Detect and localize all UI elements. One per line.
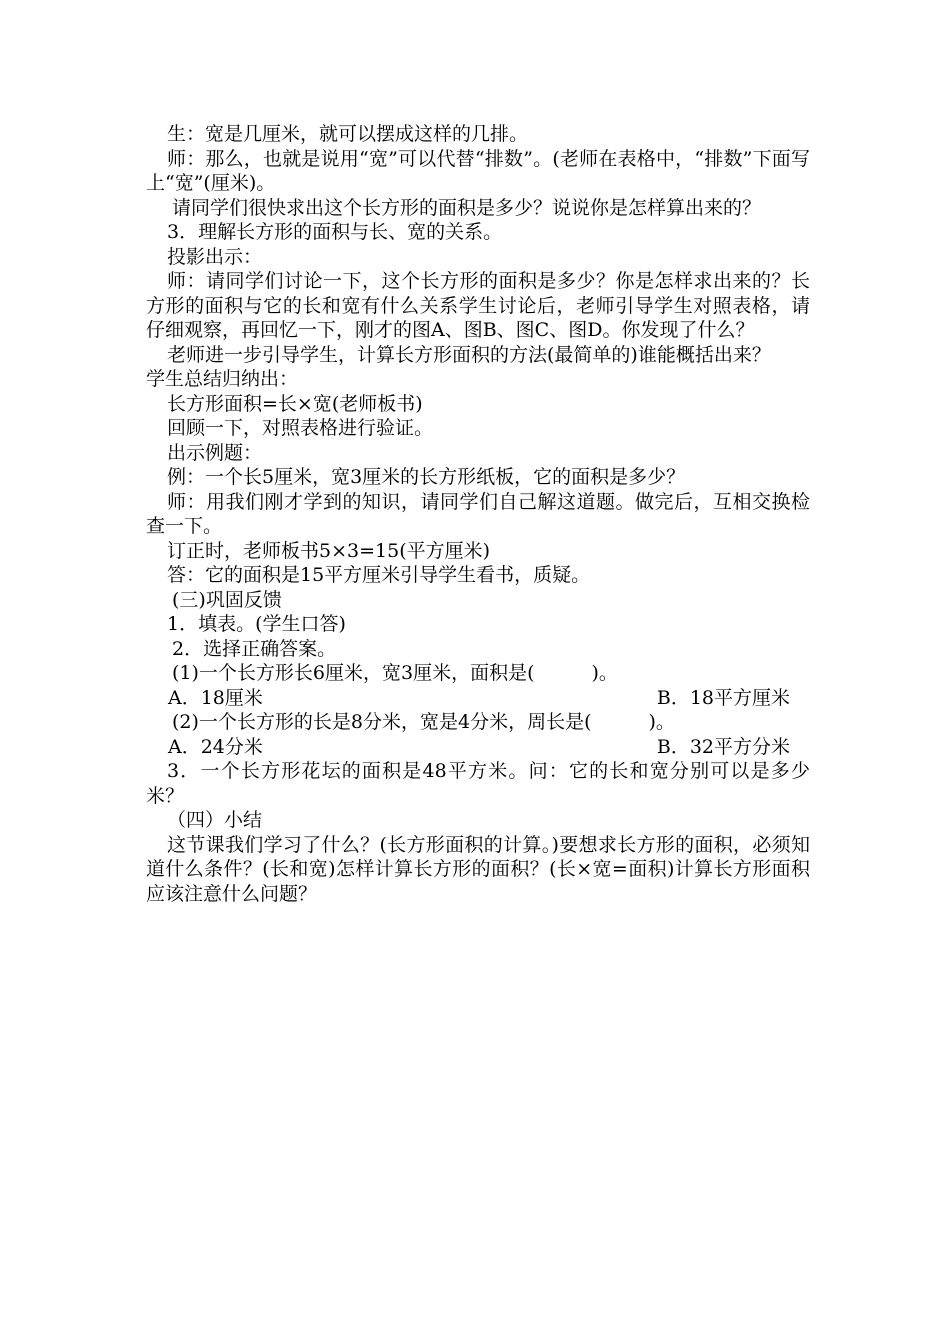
option-q1-a: A．18厘米 <box>168 686 263 709</box>
paragraph-student-answer: 生：宽是几厘米，就可以摆成这样的几排。 <box>167 123 529 145</box>
paragraph-answer: 答：它的面积是15平方厘米引导学生看书，质疑。 <box>167 564 591 586</box>
paragraph-example: 例：一个长5厘米，宽3厘米的长方形纸板，它的面积是多少？ <box>167 466 686 488</box>
option-q2-b: B．32平方分米 <box>656 735 790 758</box>
options-q2 <box>146 735 810 760</box>
paragraph-solve: 师：用我们刚才学到的知识，请同学们自己解这道题。做完后，互相交换检查一下。 <box>146 490 810 537</box>
paragraph-choose: 2．选择正确答案。 <box>172 637 337 660</box>
document-page <box>146 122 810 906</box>
paragraph-formula: 长方形面积=长×宽(老师板书) <box>167 392 423 415</box>
options-q1 <box>146 686 810 711</box>
paragraph-guide: 老师进一步引导学生，计算长方形面积的方法(最简单的)谁能概括出来？ <box>167 343 771 366</box>
section-consolidation-heading: (三)巩固反馈 <box>172 588 282 611</box>
paragraph-projection: 投影出示： <box>167 245 263 268</box>
question-1: (1)一个长方形长6厘米，宽3厘米，面积是( )。 <box>172 662 618 684</box>
question-3: 3．一个长方形花坛的面积是48平方米。问：它的长和宽分别可以是多少米？ <box>146 760 810 807</box>
paragraph-fill-table: 1．填表。(学生口答) <box>167 613 346 635</box>
paragraph-compute-area: 请同学们很快求出这个长方形的面积是多少？说说你是怎样算出来的？ <box>172 196 762 219</box>
section-3-heading: 3．理解长方形的面积与长、宽的关系。 <box>167 221 503 243</box>
paragraph-example-intro: 出示例题： <box>167 441 263 464</box>
summary-text: 这节课我们学习了什么？(长方形面积的计算。)要想求长方形的面积，必须知道什么条件？(长和宽)怎样计算长方形的面积？(长×宽=面积)计算长方形面积应该注意什么问题？ <box>146 833 810 905</box>
question-2: (2)一个长方形的长是8分米，宽是4分米，周长是( )。 <box>172 711 675 733</box>
paragraph-teacher-width: 师：那么，也就是说用“宽”可以代替“排数”。(老师在表格中，“排数”下面写上“宽”(厘米)。 <box>146 147 810 194</box>
paragraph-verify: 回顾一下，对照表格进行验证。 <box>167 417 434 439</box>
option-q1-b: B．18平方厘米 <box>656 686 790 709</box>
paragraph-discussion: 师：请同学们讨论一下，这个长方形的面积是多少？你是怎样求出来的？长方形的面积与它的长和宽有什么关系学生讨论后，老师引导学生对照表格，请仔细观察，再回忆一下，刚才的图A、图B、图C、图D。你发现了什么？ <box>146 270 810 341</box>
option-q2-a: A．24分米 <box>168 735 263 758</box>
paragraph-summary-intro: 学生总结归纳出： <box>146 368 299 390</box>
summary-heading: （四）小结 <box>167 809 263 831</box>
paragraph-correction: 订正时，老师板书5×3=15(平方厘米) <box>167 539 491 562</box>
